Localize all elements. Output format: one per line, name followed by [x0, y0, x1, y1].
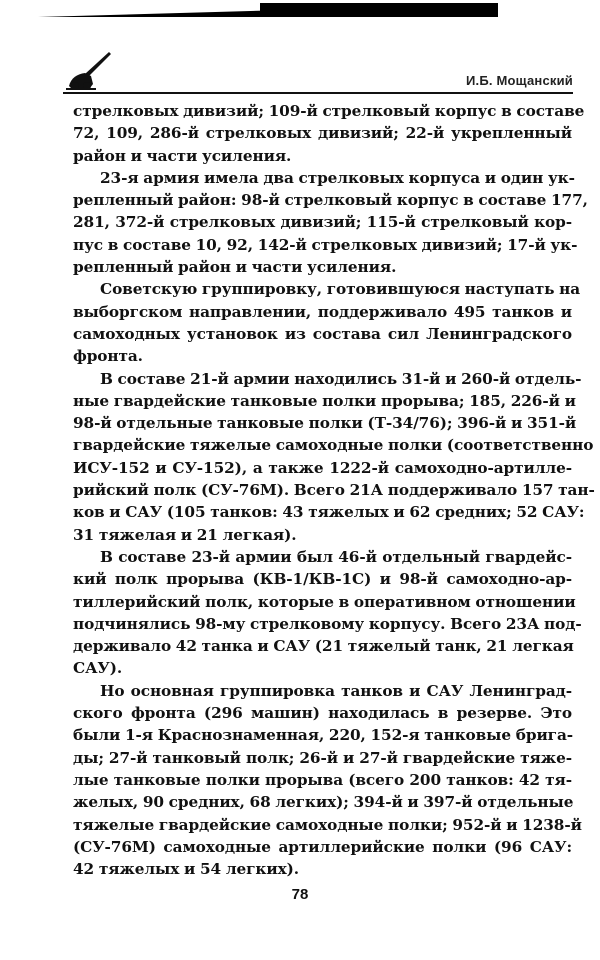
text-line: ные гвардейские танковые полки прорыва; 185, 226-й и — [73, 391, 576, 410]
text-line: были 1-я Краснознаменная, 220, 152-я танковые бригa- — [73, 726, 574, 745]
text-line: 98-й отдельные танковые полки (Т-34/76); 396-й и 351-й — [73, 414, 577, 433]
running-header — [63, 50, 573, 94]
text-line: гвардейские тяжелые самоходные полки (соответственно — [73, 436, 594, 455]
text-line: 42 тяжелых и 54 легких). — [73, 860, 299, 879]
text-line: репленный район и части усиления. — [73, 258, 397, 277]
text-line: В составе 21-й армии находились 31-й и 260-й отдель- — [100, 369, 582, 388]
page-body — [73, 100, 595, 880]
paragraph — [73, 100, 585, 167]
top-decorative-bar — [260, 3, 498, 17]
paragraph — [73, 368, 595, 546]
paragraph — [73, 680, 582, 881]
text-line: 72, 109, 286-й стрелковых дивизий; 22-й укрепленный — [73, 124, 572, 143]
text-line: выборгском направлении, поддерживало 495 танков и — [73, 302, 572, 321]
author-name: И.Б. Мощанский — [465, 73, 573, 88]
text-line: лые танковые полки прорыва (всего 200 танков: 42 тя- — [73, 770, 572, 789]
text-line: тиллерийский полк, которые в оперативном отношении — [73, 592, 576, 611]
text-line: ды; 27-й танковый полк; 26-й и 27-й гвардейские тяже- — [73, 748, 572, 767]
text-line: 31 тяжелая и 21 легкая). — [73, 525, 297, 544]
text-line: тяжелые гвардейские самоходные полки; 952-й и 1238-й — [73, 815, 582, 834]
text-line: рийский полк (СУ-76М). Всего 21А поддерживало 157 тан- — [73, 481, 595, 500]
paragraph — [73, 278, 581, 367]
text-line: ИСУ-152 и СУ-152), а также 1222-й самоходно-артилле- — [73, 458, 572, 477]
text-line: район и части усиления. — [73, 146, 292, 165]
text-line: (СУ-76М) самоходные артиллерийские полки (96 САУ: — [73, 837, 572, 856]
text-line: самоходных установок из состава сил Ленинградского — [73, 324, 572, 343]
text-line: ков и САУ (105 танков: 43 тяжелых и 62 средних; 52 САУ: — [73, 503, 585, 522]
page-number: 78 — [291, 886, 309, 903]
text-line: 281, 372-й стрелковых дивизий; 115-й стрелковый кор- — [73, 213, 572, 232]
text-line: В составе 23-й армии был 46-й отдельный гвардейс- — [100, 547, 572, 566]
text-line: желых, 90 средних, 68 легких); 394-й и 397-й отдельные — [73, 793, 574, 812]
text-line: 23-я армия имела два стрелковых корпуса и один ук- — [100, 168, 575, 187]
text-line: репленный район: 98-й стрелковый корпус в составе 177, — [73, 191, 588, 210]
text-line: подчинялись 98-му стрелковому корпусу. Всего 23А под- — [73, 614, 582, 633]
text-line: пус в составе 10, 92, 142-й стрелковых дивизий; 17-й ук- — [73, 235, 578, 254]
paragraph — [73, 546, 582, 680]
text-line: САУ). — [73, 659, 123, 678]
text-line: кий полк прорыва (КВ-1/КВ-1С) и 98-й самоходно-ар- — [73, 570, 572, 589]
text-line: ского фронта (296 машин) находилась в резерве. Это — [73, 704, 572, 723]
header-rule — [63, 92, 573, 94]
text-line: Но основная группировка танков и САУ Ленинград- — [100, 681, 572, 700]
text-line: стрелковых дивизий; 109-й стрелковый корпус в составе — [73, 102, 585, 120]
paragraph — [73, 167, 588, 278]
artillery-gun-icon — [63, 50, 113, 92]
text-line: фронта. — [73, 347, 143, 366]
text-line: Советскую группировку, готовившуюся наступать на — [100, 280, 581, 299]
text-line: держивало 42 танка и САУ (21 тяжелый танк, 21 легкая — [73, 637, 574, 656]
